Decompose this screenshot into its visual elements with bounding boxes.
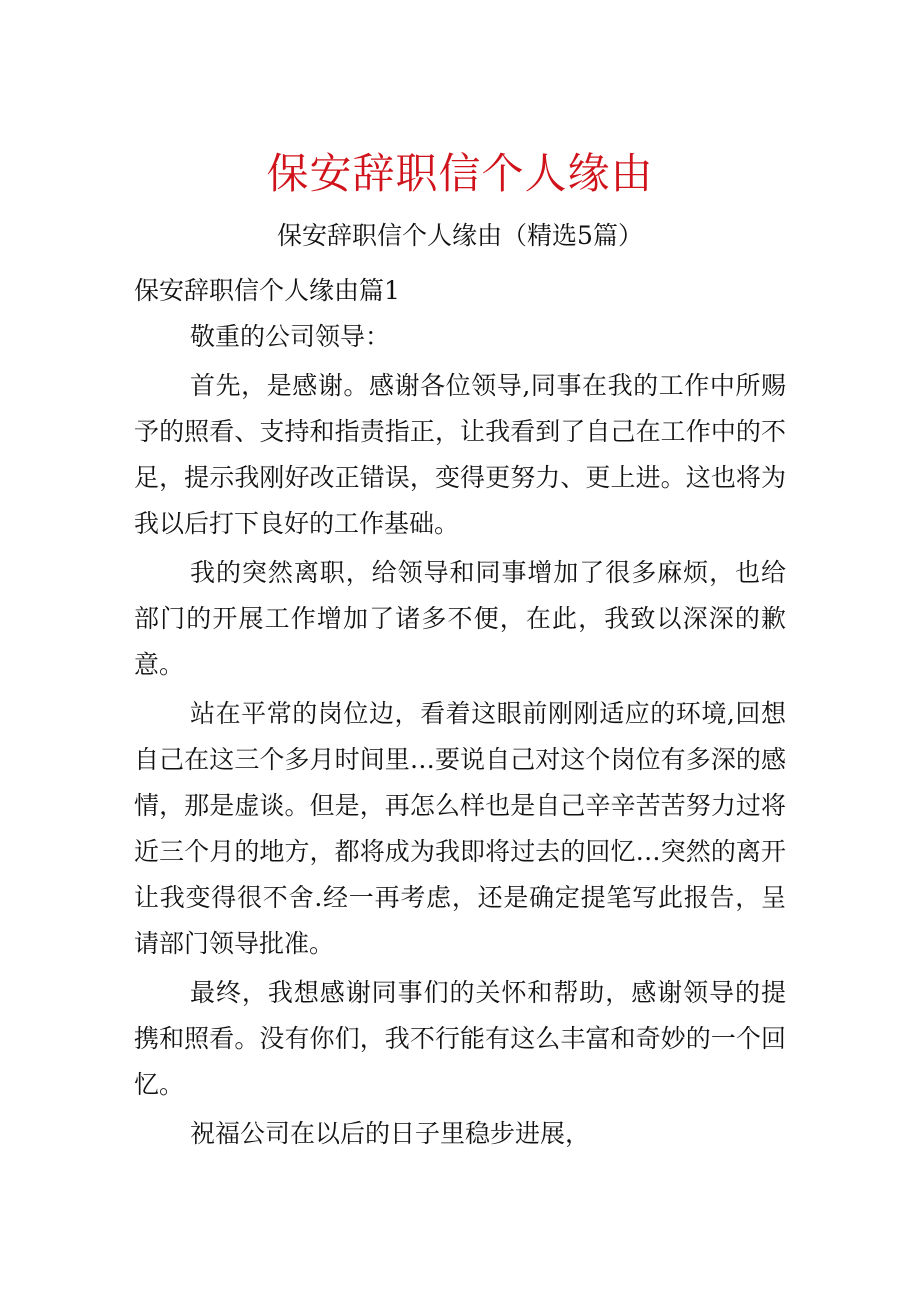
paragraph-reflection: 站在平常的岗位边，看着这眼前刚刚适应的环境,回想自己在这三个多月时间里…要说自己对这个岗位有多深的感情，那是虚谈。但是，再怎么样也是自己辛辛苦苦努力过将近三个月的地方，都将成为我即将过去的回忆…突然的离开让我变得很不舍.经一再考虑，还是确定提笔写此报告，呈请部门领导批准。: [134, 699, 786, 958]
document-subtitle: 保安辞职信个人缘由（精选5篇）: [277, 221, 643, 250]
paragraph-gratitude: 最终，我想感谢同事们的关怀和帮助，感谢领导的提携和照看。没有你们，我不行能有这么丰富和奇妙的一个回忆。: [134, 978, 786, 1099]
section-heading: 保安辞职信个人缘由篇1: [134, 276, 400, 305]
salutation: 敬重的公司领导：: [190, 322, 391, 351]
paragraph-wishes: 祝福公司在以后的日子里稳步进展，: [190, 1119, 591, 1148]
paragraph-thanks: 首先，是感谢。感谢各位领导,同事在我的工作中所赐予的照看、支持和指责指正，让我看到了自己在工作中的不足，提示我刚好改正错误，变得更努力、更上进。这也将为我以后打下良好的工作基础。: [134, 371, 786, 538]
paragraph-apology: 我的突然离职，给领导和同事增加了很多麻烦，也给部门的开展工作增加了诸多不便，在此，我致以深深的歉意。: [134, 558, 786, 679]
document-title: 保安辞职信个人缘由: [266, 149, 654, 198]
letter-body: [134, 314, 786, 1160]
